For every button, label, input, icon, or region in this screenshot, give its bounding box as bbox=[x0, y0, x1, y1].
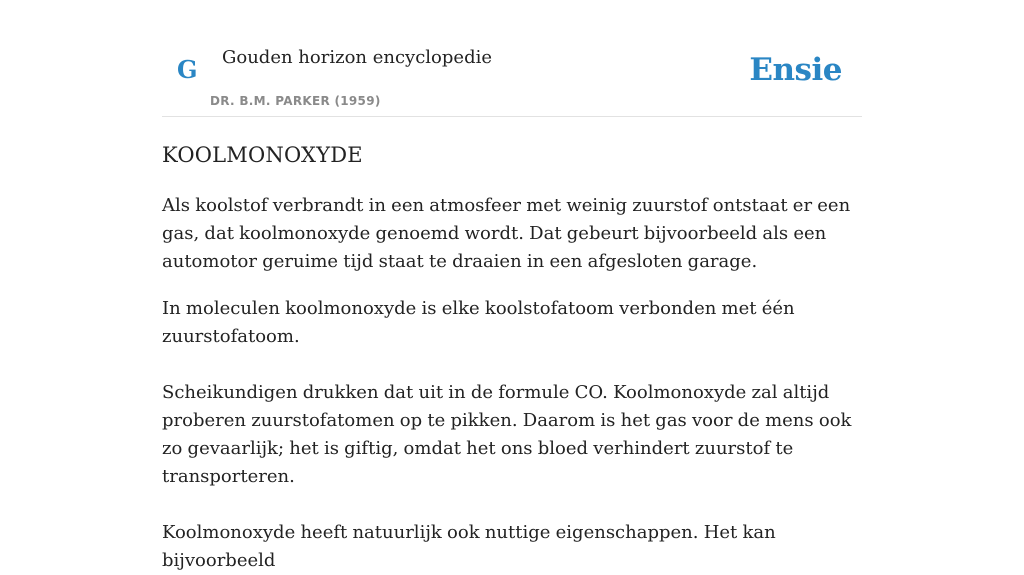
page-header bbox=[162, 0, 862, 117]
article-paragraph: Koolmonoxyde heeft natuurlijk ook nuttige eigenschappen. Het kan bijvoorbeeld bbox=[162, 522, 776, 571]
book-title[interactable]: Gouden horizon encyclopedie bbox=[222, 47, 492, 68]
article bbox=[162, 138, 862, 575]
article-title: KOOLMONOXYDE bbox=[162, 143, 363, 167]
article-paragraph: In moleculen koolmonoxyde is elke koolstofatoom verbonden met één zuurstofatoom. bbox=[162, 298, 795, 347]
book-author: DR. B.M. PARKER (1959) bbox=[210, 94, 381, 108]
article-paragraph: Als koolstof verbrandt in een atmosfeer met weinig zuurstof ontstaat er een gas, dat koolmonoxyde genoemd wordt. Dat gebeurt bijvoorbeeld als een automotor geruime tijd staat te draaien in een afgesloten garage. bbox=[162, 195, 851, 272]
ensie-logo[interactable]: Ensie bbox=[749, 52, 842, 88]
book-logo-icon[interactable]: G bbox=[177, 55, 198, 84]
article-paragraph: Scheikundigen drukken dat uit in de formule CO. Koolmonoxyde zal altijd proberen zuurstofatomen op te pikken. Daarom is het gas voor de mens ook zo gevaarlijk; het is giftig, omdat het ons bloed verhindert zuurstof te transporteren. bbox=[162, 382, 852, 487]
